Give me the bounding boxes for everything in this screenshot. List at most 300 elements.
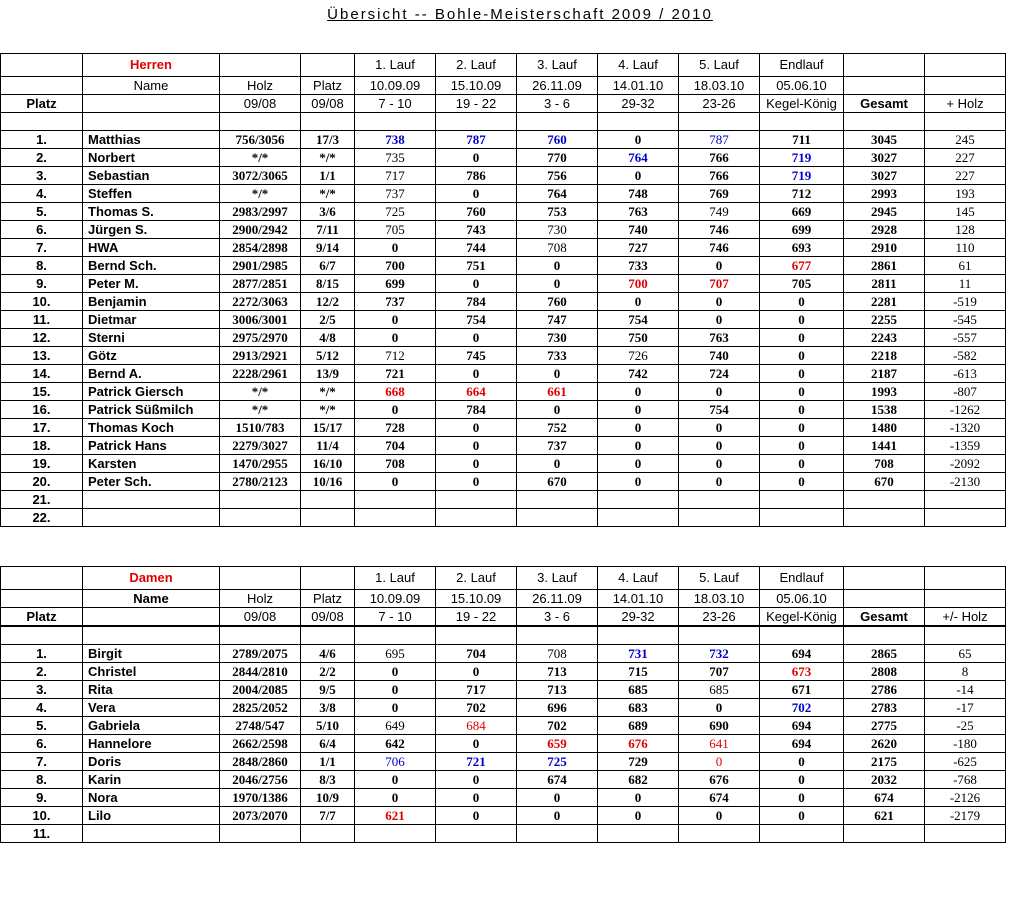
prev-platz-cell: 7/11 [301,221,355,239]
run-score-cell: 0 [436,473,517,491]
header-blank [844,54,925,77]
lane-header: Kegel-König [760,608,844,627]
player-name: Peter Sch. [83,473,220,491]
run-score-cell: 0 [679,753,760,771]
run-score-cell: 728 [355,419,436,437]
run-score-cell [517,509,598,527]
run-score-cell [679,491,760,509]
prev-platz-cell: 12/2 [301,293,355,311]
standings-row [1,473,1006,491]
run-score-cell: 0 [517,807,598,825]
player-name: Vera [83,699,220,717]
holz-diff-cell: 128 [925,221,1006,239]
run-score-cell: 719 [760,167,844,185]
prev-platz-cell: 4/8 [301,329,355,347]
gesamt-cell: 2811 [844,275,925,293]
gesamt-cell: 2218 [844,347,925,365]
lane-header: 19 - 22 [436,608,517,627]
gesamt-cell: 2187 [844,365,925,383]
run-score-cell: 737 [355,185,436,203]
prev-platz-cell: 9/5 [301,681,355,699]
header-blank [301,54,355,77]
standings-row [1,401,1006,419]
run-score-cell: 0 [517,455,598,473]
run-score-cell: 694 [760,645,844,663]
lane-header: 23-26 [679,95,760,113]
prev-holz-cell: 2900/2942 [220,221,301,239]
player-name: HWA [83,239,220,257]
header-blank [844,590,925,608]
run-score-cell: 0 [598,807,679,825]
rank-cell: 4. [1,185,83,203]
standings-row [1,203,1006,221]
header-blank [1,590,83,608]
standings-row [1,419,1006,437]
run-score-cell: 707 [679,663,760,681]
player-name: Patrick Giersch [83,383,220,401]
run-score-cell: 0 [598,401,679,419]
standings-row [1,221,1006,239]
gesamt-cell: 1480 [844,419,925,437]
lane-header: Kegel-König [760,95,844,113]
prev-platz-cell: 10/9 [301,789,355,807]
prev-holz-cell: 756/3056 [220,131,301,149]
rank-cell: 1. [1,645,83,663]
prev-platz-cell: 4/6 [301,645,355,663]
holz-header: Holz [220,590,301,608]
run-score-cell: 699 [355,275,436,293]
run-score-cell: 702 [436,699,517,717]
standings-row [1,293,1006,311]
standings-row [1,645,1006,663]
run-score-cell [598,509,679,527]
header-blank [1,77,83,95]
season-platz-header: 09/08 [301,608,355,627]
run-score-cell: 731 [598,645,679,663]
run-score-cell: 760 [517,293,598,311]
gesamt-cell [844,491,925,509]
lane-header: 3 - 6 [517,95,598,113]
player-name: Nora [83,789,220,807]
gesamt-cell: 2865 [844,645,925,663]
run-score-cell: 0 [355,401,436,419]
date-header: 14.01.10 [598,77,679,95]
run-score-cell: 0 [679,257,760,275]
holz-diff-cell: 65 [925,645,1006,663]
prev-platz-cell: */* [301,149,355,167]
run-score-cell: 682 [598,771,679,789]
run-score-cell: 642 [355,735,436,753]
run-score-cell: 738 [355,131,436,149]
header-blank [301,567,355,590]
prev-holz-cell: 2046/2756 [220,771,301,789]
header-blank [220,567,301,590]
run-score-cell: 0 [760,789,844,807]
run-score-cell: 0 [598,293,679,311]
platz-small-header: Platz [301,590,355,608]
player-name: Patrick Süßmilch [83,401,220,419]
prev-platz-cell: 9/14 [301,239,355,257]
rank-cell: 12. [1,329,83,347]
run-score-cell: 0 [760,401,844,419]
run-score-cell: 0 [355,329,436,347]
rank-cell: 11. [1,825,83,843]
run-score-cell: 0 [436,789,517,807]
gesamt-header: Gesamt [844,608,925,627]
standings-row [1,717,1006,735]
date-header: 18.03.10 [679,77,760,95]
standings-row [1,753,1006,771]
run-score-cell: 717 [436,681,517,699]
prev-platz-cell [301,509,355,527]
run-score-cell: 694 [760,717,844,735]
holz-diff-cell: 227 [925,167,1006,185]
run-score-cell: 717 [355,167,436,185]
page-title: Übersicht -- Bohle-Meisterschaft 2009 / 2010 [327,6,713,23]
run-score-cell: 763 [679,329,760,347]
run-score-cell: 690 [679,717,760,735]
holz-diff-cell: 245 [925,131,1006,149]
spacer-row [1,113,1006,131]
run-score-cell: 725 [355,203,436,221]
run-score-cell: 749 [679,203,760,221]
run-score-cell: 743 [436,221,517,239]
header-blank [1,567,83,590]
run-score-cell: 664 [436,383,517,401]
name-header: Name [83,77,220,95]
run-score-cell: 0 [760,347,844,365]
run-score-cell: 708 [355,455,436,473]
run-score-cell: 0 [760,437,844,455]
plus-holz-header: +/- Holz [925,608,1006,627]
prev-platz-cell: 5/12 [301,347,355,365]
gesamt-cell: 2032 [844,771,925,789]
prev-holz-cell: 2854/2898 [220,239,301,257]
rank-cell: 2. [1,663,83,681]
prev-holz-cell: */* [220,383,301,401]
run-score-cell [436,509,517,527]
holz-diff-cell: 8 [925,663,1006,681]
prev-platz-cell: */* [301,383,355,401]
gesamt-cell: 2993 [844,185,925,203]
run-score-cell: 704 [436,645,517,663]
player-name: Bernd Sch. [83,257,220,275]
run-score-cell: 784 [436,293,517,311]
run-score-cell: 0 [679,699,760,717]
run-score-cell: 748 [598,185,679,203]
run-score-cell: 754 [679,401,760,419]
player-name: Sterni [83,329,220,347]
prev-platz-cell: 3/6 [301,203,355,221]
standings-row [1,257,1006,275]
rank-cell: 21. [1,491,83,509]
standings-row [1,239,1006,257]
run-score-cell: 706 [355,753,436,771]
gesamt-cell: 621 [844,807,925,825]
prev-platz-cell: 8/15 [301,275,355,293]
run-score-cell: 750 [598,329,679,347]
prev-holz-cell: 2848/2860 [220,753,301,771]
rank-cell: 17. [1,419,83,437]
lane-header: 29-32 [598,608,679,627]
player-name: Karsten [83,455,220,473]
standings-row [1,383,1006,401]
prev-holz-cell: 2789/2075 [220,645,301,663]
holz-diff-cell: 227 [925,149,1006,167]
prev-platz-cell: 6/7 [301,257,355,275]
prev-holz-cell: 2913/2921 [220,347,301,365]
run-score-cell: 760 [436,203,517,221]
prev-holz-cell: 3006/3001 [220,311,301,329]
date-header: 14.01.10 [598,590,679,608]
run-score-cell: 0 [760,753,844,771]
player-name [83,509,220,527]
standings-row [1,437,1006,455]
gesamt-cell: 2808 [844,663,925,681]
run-score-cell: 685 [598,681,679,699]
holz-diff-cell: -2126 [925,789,1006,807]
header-blank [925,590,1006,608]
rank-cell: 3. [1,167,83,185]
prev-platz-cell: */* [301,401,355,419]
run-score-cell: 713 [517,681,598,699]
run-score-cell: 752 [517,419,598,437]
prev-holz-cell: 2004/2085 [220,681,301,699]
prev-platz-cell: 5/10 [301,717,355,735]
run-header: Endlauf [760,567,844,590]
run-score-cell: 737 [517,437,598,455]
lane-header: 29-32 [598,95,679,113]
run-score-cell: 0 [517,789,598,807]
player-name: Benjamin [83,293,220,311]
rank-cell: 14. [1,365,83,383]
rank-cell: 18. [1,437,83,455]
player-name: Rita [83,681,220,699]
run-score-cell [760,825,844,843]
player-name: Lilo [83,807,220,825]
run-score-cell: 721 [355,365,436,383]
run-score-cell: 0 [436,455,517,473]
run-score-cell: 712 [355,347,436,365]
header-blank [925,567,1006,590]
prev-holz-cell: 2228/2961 [220,365,301,383]
prev-holz-cell: 2780/2123 [220,473,301,491]
standings-row [1,735,1006,753]
run-score-cell: 0 [517,275,598,293]
run-score-cell: 732 [679,645,760,663]
prev-holz-cell: */* [220,185,301,203]
run-score-cell: 745 [436,347,517,365]
gesamt-header: Gesamt [844,95,925,113]
run-score-cell: 0 [436,771,517,789]
prev-platz-cell: 16/10 [301,455,355,473]
rank-cell: 10. [1,293,83,311]
run-score-cell: 0 [760,383,844,401]
run-score-cell: 0 [760,311,844,329]
player-name: Christel [83,663,220,681]
rank-cell: 7. [1,239,83,257]
holz-diff-cell: -2092 [925,455,1006,473]
standings-row [1,185,1006,203]
date-header: 10.09.09 [355,590,436,608]
run-score-cell: 0 [760,771,844,789]
gesamt-cell [844,509,925,527]
run-score-cell [760,509,844,527]
season-holz-header: 09/08 [220,608,301,627]
run-score-cell: 764 [598,149,679,167]
run-score-cell: 685 [679,681,760,699]
rank-cell: 5. [1,203,83,221]
run-score-cell: 727 [598,239,679,257]
run-score-cell [598,491,679,509]
lane-header: 7 - 10 [355,95,436,113]
rank-cell: 9. [1,789,83,807]
run-header: 2. Lauf [436,54,517,77]
run-score-cell: 764 [517,185,598,203]
run-score-cell: 689 [598,717,679,735]
run-score-cell: 704 [355,437,436,455]
run-score-cell: 742 [598,365,679,383]
season-platz-header: 09/08 [301,95,355,113]
run-header: 4. Lauf [598,567,679,590]
player-name: Karin [83,771,220,789]
standings-row [1,699,1006,717]
prev-platz-cell: 17/3 [301,131,355,149]
run-score-cell: 746 [679,221,760,239]
run-score-cell: 0 [517,401,598,419]
prev-holz-cell: 1470/2955 [220,455,301,473]
player-name [83,825,220,843]
run-score-cell: 0 [760,473,844,491]
run-score-cell: 0 [436,275,517,293]
prev-platz-cell: 3/8 [301,699,355,717]
prev-holz-cell [220,509,301,527]
prev-holz-cell: 2279/3027 [220,437,301,455]
run-score-cell: 784 [436,401,517,419]
gesamt-cell: 2928 [844,221,925,239]
run-score-cell: 0 [355,663,436,681]
gesamt-cell: 2910 [844,239,925,257]
run-score-cell: 754 [436,311,517,329]
run-score-cell: 751 [436,257,517,275]
prev-holz-cell: 2844/2810 [220,663,301,681]
rank-cell: 8. [1,771,83,789]
date-header: 05.06.10 [760,77,844,95]
run-score-cell: 0 [760,293,844,311]
player-name [83,491,220,509]
gesamt-cell: 2786 [844,681,925,699]
run-score-cell: 712 [760,185,844,203]
prev-holz-cell: */* [220,149,301,167]
player-name: Dietmar [83,311,220,329]
run-score-cell: 725 [517,753,598,771]
gesamt-cell: 2175 [844,753,925,771]
holz-diff-cell: -613 [925,365,1006,383]
gesamt-cell: 2243 [844,329,925,347]
run-score-cell: 0 [355,789,436,807]
run-score-cell: 677 [760,257,844,275]
run-score-cell: 763 [598,203,679,221]
prev-holz-cell: 2748/547 [220,717,301,735]
platz-header: Platz [1,95,83,113]
rank-cell: 10. [1,807,83,825]
standings-row [1,491,1006,509]
run-score-cell: 0 [355,239,436,257]
run-score-cell: 674 [517,771,598,789]
spacer-row [1,626,1006,645]
run-score-cell: 676 [679,771,760,789]
prev-platz-cell: 13/9 [301,365,355,383]
run-score-cell: 766 [679,149,760,167]
gesamt-cell: 1993 [844,383,925,401]
rank-cell: 6. [1,735,83,753]
rank-cell: 15. [1,383,83,401]
run-score-cell: 0 [598,419,679,437]
run-score-cell: 753 [517,203,598,221]
run-score-cell: 770 [517,149,598,167]
prev-platz-cell: 7/7 [301,807,355,825]
run-score-cell: 659 [517,735,598,753]
standings-row [1,807,1006,825]
gesamt-cell: 2775 [844,717,925,735]
holz-diff-cell: -557 [925,329,1006,347]
run-score-cell: 0 [598,167,679,185]
run-score-cell: 740 [679,347,760,365]
run-header: 4. Lauf [598,54,679,77]
run-score-cell: 0 [436,365,517,383]
run-score-cell: 726 [598,347,679,365]
standings-row [1,455,1006,473]
gesamt-cell: 1441 [844,437,925,455]
rank-cell: 7. [1,753,83,771]
player-name: Matthias [83,131,220,149]
run-score-cell: 719 [760,149,844,167]
date-header: 15.10.09 [436,77,517,95]
run-score-cell: 0 [679,473,760,491]
damen-standings-table [0,566,1006,843]
prev-platz-cell: */* [301,185,355,203]
run-score-cell: 766 [679,167,760,185]
run-score-cell: 0 [760,807,844,825]
date-header: 15.10.09 [436,590,517,608]
run-score-cell: 735 [355,149,436,167]
run-score-cell: 683 [598,699,679,717]
holz-diff-cell: -2179 [925,807,1006,825]
name-header: Name [83,590,220,608]
prev-platz-cell: 8/3 [301,771,355,789]
rank-cell: 22. [1,509,83,527]
header-blank [220,54,301,77]
run-score-cell: 676 [598,735,679,753]
run-header: 5. Lauf [679,567,760,590]
standings-row [1,365,1006,383]
holz-diff-cell [925,825,1006,843]
standings-row [1,771,1006,789]
prev-holz-cell: 2662/2598 [220,735,301,753]
player-name: Hannelore [83,735,220,753]
holz-diff-cell: -582 [925,347,1006,365]
prev-platz-cell [301,825,355,843]
run-score-cell: 705 [355,221,436,239]
header-blank [83,95,220,113]
gesamt-cell: 2783 [844,699,925,717]
prev-platz-cell [301,491,355,509]
herren-label: Herren [83,54,220,77]
holz-diff-cell: 11 [925,275,1006,293]
run-score-cell: 0 [436,437,517,455]
run-score-cell: 786 [436,167,517,185]
date-header: 26.11.09 [517,77,598,95]
